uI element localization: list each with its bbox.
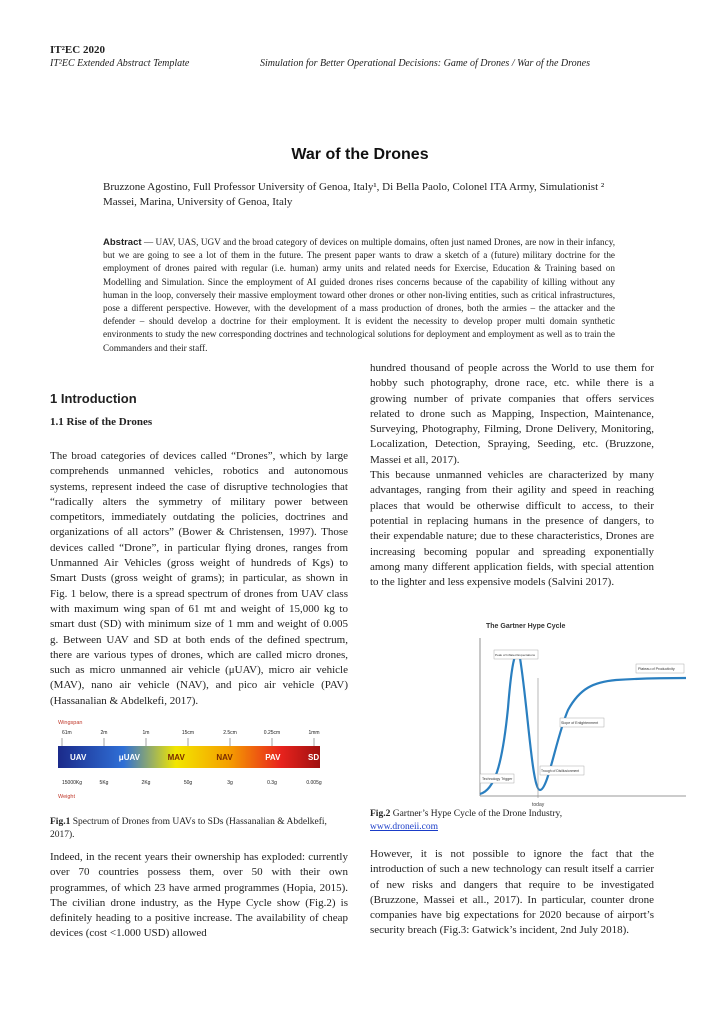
fig1-wingspan-label: 1m [142, 730, 150, 736]
fig1-weight-title: Weight [58, 794, 76, 800]
fig1-weight-label: 2Kg [141, 780, 151, 786]
fig1-weight-label: 15000Kg [62, 780, 83, 786]
abstract-text: — UAV, UAS, UGV and the broad category of devices on multiple domains, often just named Drones, are now in their infancy, but we are going to see a lot of them in the future. The present paper wants to draw a sketch of a (future) military doctrine for the employment of drones paired with regular (i.e. human) army units and related needs for Exercise, Education & Training based on Modelling and Simulation. Since the employment of AI guided drones rises concerns because of the capability of killing without any human in the loop, conversely their massive employment toward other drones or other non-living entities, such as critical infrastructures, pose a different perspective. However, with the development of a mass production of drones, both the armies – the attacker and the defender – should develop a doctrine for their employment. It is evident the necessity to develop proper multi domain synthetic environments to study the new corresponding doctrines and technological solutions for deployment and employment as well as to train the Commanders and their staff. [103, 237, 615, 353]
fig2-phase-peak: Peak of Inflated Expectations [495, 653, 536, 657]
authors [103, 180, 663, 210]
right-paragraph-1b: This because unmanned vehicles are characterized by many advantages, ranging from their agility and speed in reaching places that would be otherwise difficult to access, to their potential in replacing humans in the presence of dangers, to their expendable nature; due to these characteristics, Drones are increasing becoming popular and spreading exponentially among many different application fields, with special attention to the lighter and less expensive models (Salvini 2017). [370, 469, 654, 589]
fig1-class-1: μUAV [118, 753, 141, 762]
abstract-label: Abstract [103, 237, 142, 248]
right-column-paragraph-1 [370, 361, 654, 590]
right-paragraph-1a: hundred thousand of people across the World to use them for hobby such photography, drone race, etc. while there is a growing number of private companies that offers services related to drone such as Mapping, Inspection, Maintenance, Surveying, Photography, Filming, Drone Delivery, Monitoring, Localization, Detection, Spraying, Seeding, etc. (Bruzzone, Massei et all, 2017). [370, 362, 654, 466]
fig2-hype-cycle [476, 618, 688, 808]
fig2-caption-text: Gartner’s Hype Cycle of the Drone Industry, [390, 809, 563, 819]
template-name: IT²EC Extended Abstract Template [50, 58, 190, 69]
running-title: Simulation for Better Operational Decisions: Game of Drones / War of the Drones [260, 58, 590, 69]
fig1-wingspan-label: 15cm [181, 730, 195, 736]
fig1-drone-spectrum [56, 718, 344, 806]
fig1-spectrum-bar [58, 746, 320, 768]
left-column-paragraph-1: The broad categories of devices called “Drones”, which by large comprehends unmanned vehicles, robotics and autonomous systems, represent indeed the case of disruptive technologies that “radically alters the symmetry of military power between competitors, immediately outdating the policies, doctrines and organizations of all actors” (Bower & Christensen, 1997). Those devices called “Drone”, in particular flying drones, ranges from Unmanned Air Vehicles (gross weight of hundreds of Kgs) to Smart Dusts (gross weight of grams); in particular, as shown in Fig. 1 below, there is a spread spectrum of drones from UAV class with maximum wing span of 61 mt and weight of 15,000 kg to smart dust (SD) with minimum size of 1 mm and weight of 0.005 g. Between UAV and SD at both ends of the defined spectrum, there are various types of drones, which are called micro drones, such as micro unmanned air vehicle (μUAV), micro air vehicle (MAV), nano air vehicle (NAV), and pico air vehicle (PAV) (Hassanalian & Abdelkefi, 2017). [50, 450, 348, 707]
fig1-wingspan-title: Wingspan [58, 720, 83, 726]
fig2-phase-trough: Trough of Disillusionment [541, 769, 580, 773]
fig1-wingspan-label: 1mm [308, 730, 320, 736]
fig1-caption [50, 816, 348, 842]
fig1-weight-label: 0.3g [267, 780, 277, 786]
fig1-class-5: SD [308, 753, 320, 762]
fig2-link[interactable]: www.droneii.com [370, 822, 438, 832]
fig2-phase-slope: Slope of Enlightenment [561, 721, 599, 725]
fig1-wingspan-label: 2.5cm [223, 730, 237, 736]
fig2-phase-trigger: Technology Trigger [482, 777, 513, 781]
fig1-class-0: UAV [70, 753, 87, 762]
section-heading: 1 Introduction [50, 391, 137, 406]
fig1-weight-label: 50g [183, 780, 193, 786]
fig1-wingspan-label: 61m [62, 730, 72, 736]
fig2-phase-plateau: Plateau of Productivity [638, 667, 675, 671]
right-column-paragraph-2: However, it is not possible to ignore the fact that the introduction of such a new technology can result itself a carrier of new risks and dangers that require to be investigated (Bruzzone, Massei et all., 2017). In particular, counter drone companies have big expectations for 2020 because of airport’s security breach (Fig.3: Gatwick’s incident, 2nd July 2018). [370, 848, 654, 937]
fig1-wingspan-label: 2m [100, 730, 108, 736]
authors-line-2: Massei, Marina, University of Genoa, Italy [103, 196, 293, 208]
left-column-paragraph-2: Indeed, in the recent years their ownership has exploded: currently over 70 countries possess them, over 50 with their own programmes, of which 23 have armed programmes (Hopia, 2015). The civilian drone industry, as the Hype Cycle show (Fig.2) is definitely heading to a positive increase. The availability of cheap devices (cost <1.000 USD) allowed [50, 851, 348, 940]
subsection-heading: 1.1 Rise of the Drones [50, 416, 153, 428]
fig1-weight-label: 0.005g [306, 780, 322, 786]
fig1-weight-label: 5Kg [99, 780, 109, 786]
abstract [103, 236, 615, 355]
fig2-today-label: today [532, 802, 545, 808]
fig1-caption-text: Spectrum of Drones from UAVs to SDs (Hassanalian & Abdelkefi, 2017). [50, 817, 327, 840]
fig1-class-4: PAV [265, 753, 281, 762]
conference-name: IT²EC 2020 [50, 44, 105, 56]
fig1-caption-label: Fig.1 [50, 817, 71, 827]
fig1-weight-label: 3g [227, 780, 233, 786]
fig2-title: The Gartner Hype Cycle [486, 623, 566, 630]
fig2-caption [370, 808, 654, 834]
fig2-caption-label: Fig.2 [370, 809, 391, 819]
fig1-class-2: MAV [167, 753, 185, 762]
authors-line-1: Bruzzone Agostino, Full Professor University of Genoa, Italy¹, Di Bella Paolo, Colonel ITA Army, Simulationist ² [103, 181, 605, 193]
fig1-wingspan-label: 0.25cm [263, 730, 281, 736]
paper-title: War of the Drones [291, 146, 429, 163]
fig1-class-3: NAV [216, 753, 233, 762]
